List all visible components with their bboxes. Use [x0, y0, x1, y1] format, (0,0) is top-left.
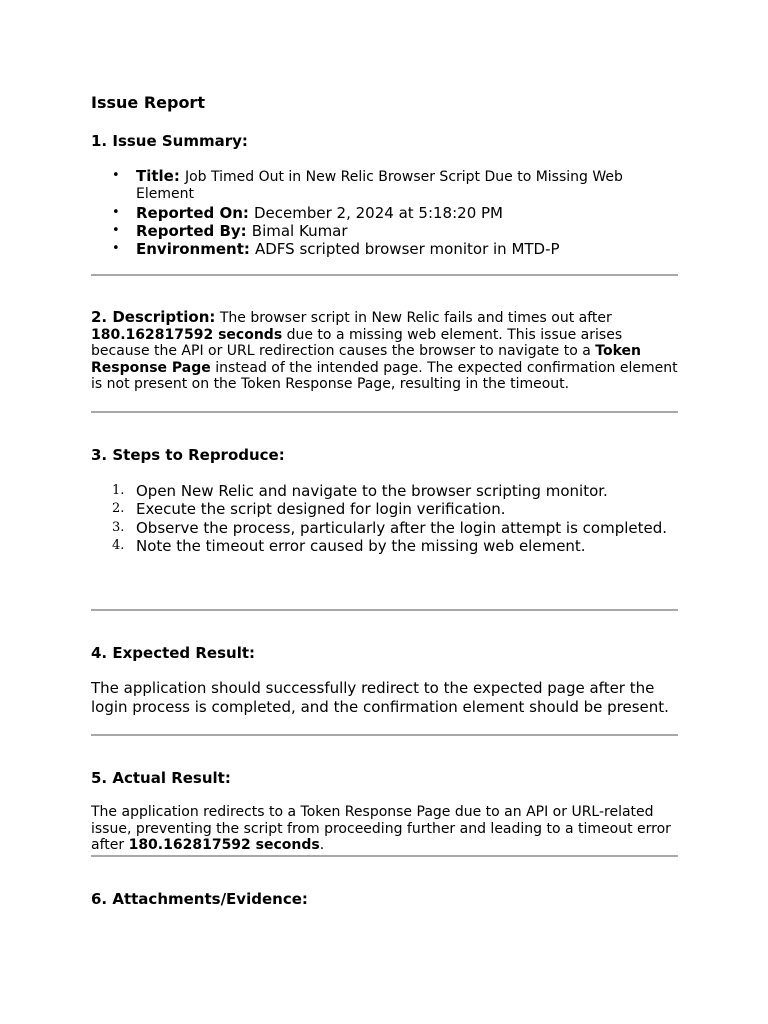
steps-list [91, 482, 691, 555]
step-number: 4. [112, 537, 125, 553]
summary-environment-label: Environment: [136, 240, 250, 258]
summary-environment-value: ADFS scripted browser monitor in MTD-P [254, 240, 560, 258]
description-text-part1: The browser script in New Relic fails and times out after [219, 310, 612, 326]
summary-title-label: Title: [136, 167, 180, 185]
step-item [91, 482, 691, 500]
step-text: Execute the script designed for login verification. [136, 500, 506, 519]
description-text-part3: instead of the intended page. The expected confirmation element is not present on the Token Response Page, resulting in the timeout. [91, 359, 678, 393]
description-heading: 2. Description: [91, 308, 216, 326]
summary-item-title [91, 168, 678, 202]
issue-summary-list [91, 168, 678, 258]
step-text: Observe the process, particularly after the login attempt is completed. [136, 518, 668, 537]
description-page-name: Token Response Page [91, 343, 641, 376]
section-divider [91, 734, 678, 736]
summary-reported-by-label: Reported By: [136, 222, 247, 240]
attachments-heading: 6. Attachments/Evidence: [91, 890, 308, 908]
actual-result-paragraph [91, 804, 681, 854]
description-paragraph [91, 309, 681, 393]
summary-reported-on-label: Reported On: [136, 204, 249, 222]
step-text: Note the timeout error caused by the missing web element. [136, 536, 586, 555]
actual-result-duration: 180.162817592 seconds [128, 837, 320, 854]
step-number: 1. [112, 483, 125, 498]
section-divider [91, 274, 678, 276]
step-item [91, 519, 691, 537]
actual-result-end: . [319, 837, 325, 854]
description-text-part2: due to a missing web element. This issue arises because the API or URL redirection causes the browser to navigate to a [91, 326, 623, 360]
summary-item-reported-by [91, 222, 678, 240]
section-divider [91, 411, 678, 413]
expected-result-heading: 4. Expected Result: [91, 644, 256, 662]
summary-reported-on-value: December 2, 2024 at 5:18:20 PM [254, 204, 503, 222]
step-item [91, 537, 691, 555]
expected-result-text: The application should successfully redirect to the expected page after the login process is completed, and the confirmation element should be present. [91, 679, 669, 716]
step-number: 3. [112, 519, 125, 535]
description-duration: 180.162817592 seconds [91, 326, 283, 343]
step-number: 2. [112, 501, 125, 517]
summary-title-value: Job Timed Out in New Relic Browser Script Due to Missing Web Element [136, 169, 623, 202]
step-item [91, 500, 691, 518]
actual-result-heading: 5. Actual Result: [91, 769, 231, 787]
actual-result-text: The application redirects to a Token Response Page due to an API or URL-related issue, preventing the script from proceeding further and leading to a timeout error after [91, 804, 671, 854]
document-title: Issue Report [91, 93, 205, 112]
summary-item-reported-on [91, 204, 678, 222]
issue-summary-heading: 1. Issue Summary: [91, 132, 248, 150]
summary-item-environment [91, 240, 678, 258]
steps-heading: 3. Steps to Reproduce: [91, 446, 285, 464]
summary-reported-by-value: Bimal Kumar [251, 222, 348, 240]
section-divider [91, 609, 678, 611]
section-divider [91, 855, 678, 857]
step-text: Open New Relic and navigate to the browser scripting monitor. [136, 482, 608, 500]
